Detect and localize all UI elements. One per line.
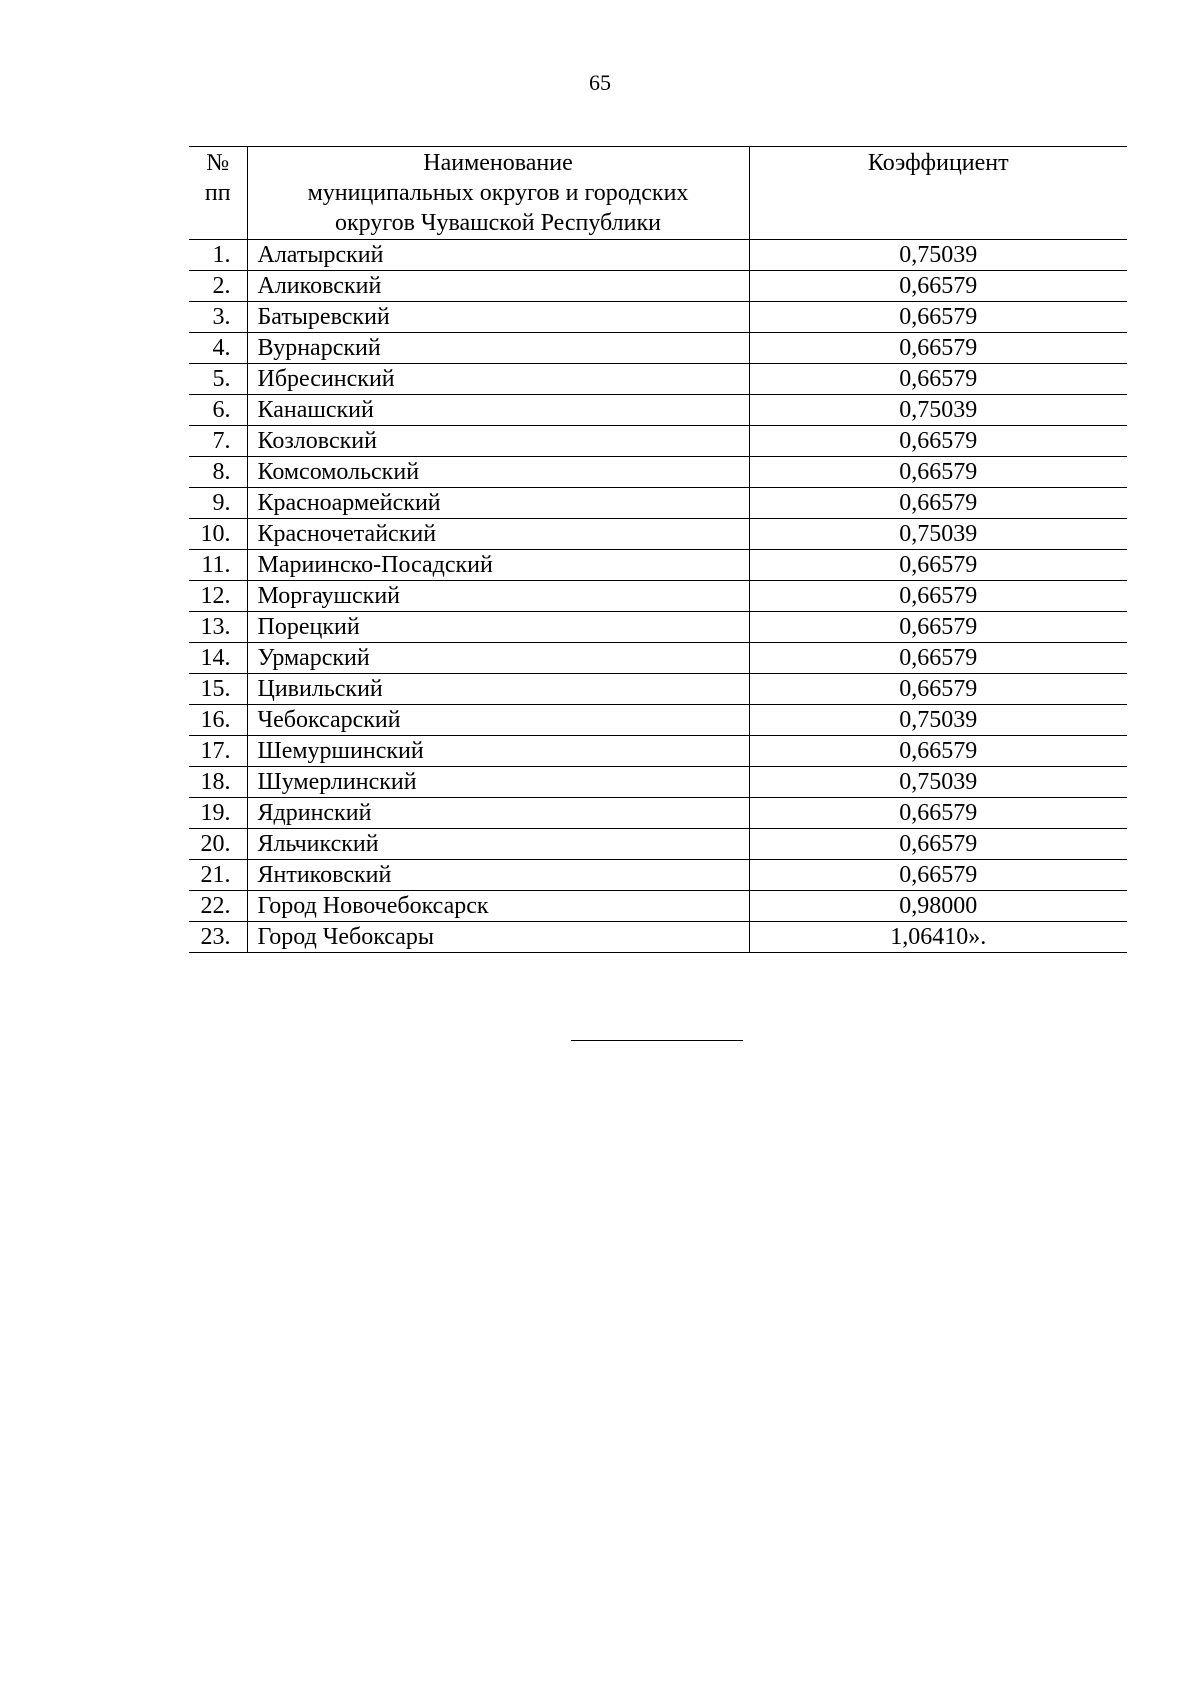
row-coefficient: 0,66579 [749, 333, 1127, 364]
row-number: 8. [189, 457, 247, 488]
row-coefficient: 0,66579 [749, 457, 1127, 488]
header-coef-line: Коэффициент [867, 150, 1009, 176]
row-name: Алатырский [247, 240, 749, 271]
row-coefficient: 0,66579 [749, 612, 1127, 643]
row-coefficient: 0,75039 [749, 767, 1127, 798]
row-name: Вурнарский [247, 333, 749, 364]
row-number: 14. [189, 643, 247, 674]
header-name-line: муниципальных округов и городских [307, 180, 689, 206]
header-num-line: № [206, 150, 230, 176]
header-name-line: округов Чувашской Республики [334, 210, 661, 236]
header-num [189, 147, 247, 240]
table-row [189, 798, 1127, 829]
row-number: 2. [189, 271, 247, 302]
row-name: Шемуршинский [247, 736, 749, 767]
row-name: Ибресинский [247, 364, 749, 395]
row-number: 3. [189, 302, 247, 333]
row-coefficient: 0,66579 [749, 302, 1127, 333]
row-number: 15. [189, 674, 247, 705]
row-coefficient: 0,66579 [749, 550, 1127, 581]
table-row [189, 519, 1127, 550]
row-coefficient: 0,75039 [749, 395, 1127, 426]
row-coefficient: 0,66579 [749, 829, 1127, 860]
row-name: Батыревский [247, 302, 749, 333]
row-coefficient: 0,66579 [749, 364, 1127, 395]
header-num-line: пп [204, 180, 231, 206]
row-name: Город Новочебоксарск [247, 891, 749, 922]
header-coef [749, 147, 1127, 240]
table-row [189, 829, 1127, 860]
row-name: Шумерлинский [247, 767, 749, 798]
row-name: Янтиковский [247, 860, 749, 891]
table-row [189, 581, 1127, 612]
table-row [189, 302, 1127, 333]
row-number: 22. [189, 891, 247, 922]
row-number: 10. [189, 519, 247, 550]
table-row [189, 457, 1127, 488]
row-name: Чебоксарский [247, 705, 749, 736]
row-coefficient: 0,98000 [749, 891, 1127, 922]
header-name [247, 147, 749, 240]
table-row [189, 860, 1127, 891]
row-number: 1. [189, 240, 247, 271]
row-coefficient: 0,75039 [749, 519, 1127, 550]
row-number: 4. [189, 333, 247, 364]
table-row [189, 891, 1127, 922]
row-name: Цивильский [247, 674, 749, 705]
table-row [189, 767, 1127, 798]
table-row [189, 333, 1127, 364]
row-coefficient: 0,75039 [749, 705, 1127, 736]
row-number: 18. [189, 767, 247, 798]
row-coefficient: 1,06410». [749, 922, 1127, 953]
row-number: 6. [189, 395, 247, 426]
row-name: Красночетайский [247, 519, 749, 550]
row-name: Порецкий [247, 612, 749, 643]
header-name-line: Наименование [423, 150, 573, 176]
end-rule [571, 1040, 743, 1041]
table-row [189, 922, 1127, 953]
row-number: 7. [189, 426, 247, 457]
row-coefficient: 0,66579 [749, 271, 1127, 302]
row-coefficient: 0,66579 [749, 674, 1127, 705]
table-row [189, 488, 1127, 519]
table-row [189, 705, 1127, 736]
table-row [189, 395, 1127, 426]
table-row [189, 736, 1127, 767]
row-coefficient: 0,66579 [749, 488, 1127, 519]
row-coefficient: 0,66579 [749, 736, 1127, 767]
table-row [189, 364, 1127, 395]
row-number: 23. [189, 922, 247, 953]
row-number: 5. [189, 364, 247, 395]
row-name: Красноармейский [247, 488, 749, 519]
table-row [189, 550, 1127, 581]
row-number: 13. [189, 612, 247, 643]
row-coefficient: 0,66579 [749, 643, 1127, 674]
row-number: 16. [189, 705, 247, 736]
header-row [189, 147, 1127, 240]
row-name: Козловский [247, 426, 749, 457]
table-body [189, 240, 1127, 953]
table-row [189, 674, 1127, 705]
row-number: 11. [189, 550, 247, 581]
table-row [189, 643, 1127, 674]
row-number: 21. [189, 860, 247, 891]
row-name: Яльчикский [247, 829, 749, 860]
table-row [189, 426, 1127, 457]
row-coefficient: 0,66579 [749, 798, 1127, 829]
table-row [189, 240, 1127, 271]
row-coefficient: 0,66579 [749, 581, 1127, 612]
row-name: Мариинско-Посадский [247, 550, 749, 581]
row-coefficient: 0,66579 [749, 860, 1127, 891]
row-name: Канашский [247, 395, 749, 426]
page-number: 65 [589, 70, 611, 95]
row-coefficient: 0,66579 [749, 426, 1127, 457]
coefficient-table [189, 146, 1127, 953]
row-number: 9. [189, 488, 247, 519]
table-row [189, 271, 1127, 302]
row-name: Город Чебоксары [247, 922, 749, 953]
row-number: 12. [189, 581, 247, 612]
row-name: Урмарский [247, 643, 749, 674]
row-number: 17. [189, 736, 247, 767]
row-name: Аликовский [247, 271, 749, 302]
row-number: 19. [189, 798, 247, 829]
row-name: Комсомольский [247, 457, 749, 488]
table-row [189, 612, 1127, 643]
row-name: Моргаушский [247, 581, 749, 612]
row-name: Ядринский [247, 798, 749, 829]
table-header [189, 147, 1127, 240]
row-coefficient: 0,75039 [749, 240, 1127, 271]
row-number: 20. [189, 829, 247, 860]
